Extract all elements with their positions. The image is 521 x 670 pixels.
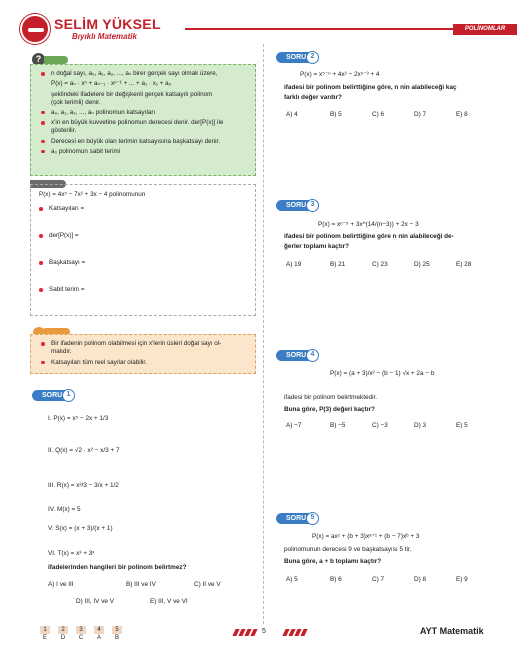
bullet-icon bbox=[41, 72, 45, 76]
bullet-icon bbox=[41, 121, 45, 125]
q2-option-d[interactable]: D) 7 bbox=[414, 111, 427, 118]
exercise-item: Sabit terim = bbox=[39, 286, 247, 294]
exercise-polynomial: P(x) = 4x⁵ − 7x² + 3x − 4 polinomunun bbox=[39, 191, 146, 198]
q2-formula: P(x) = x⁵⁻ⁿ + 4x² − 2xⁿ⁻³ + 4 bbox=[300, 71, 380, 78]
q5-option-e[interactable]: E) 9 bbox=[456, 576, 468, 583]
section-title: POLİNOMLAR bbox=[453, 24, 517, 35]
q3-question: ifadesi bir polinom belirttiğine göre n nin alabileceği de- bbox=[284, 233, 454, 240]
definition-tab bbox=[44, 56, 68, 64]
bullet-icon bbox=[39, 288, 43, 292]
page-header bbox=[0, 0, 521, 56]
bullet-icon bbox=[41, 342, 45, 346]
q5-option-a[interactable]: A) 5 bbox=[286, 576, 298, 583]
bullet-icon bbox=[39, 207, 43, 211]
q4-option-b[interactable]: B) −5 bbox=[330, 422, 346, 429]
note-item: Katsayıları tüm reel sayılar olabilir. bbox=[41, 359, 247, 367]
q2-question: ifadesi bir polinom belirttiğine göre, n nin alabileceği kaç bbox=[284, 84, 457, 91]
q2-option-e[interactable]: E) 8 bbox=[456, 111, 468, 118]
mustache-logo-icon bbox=[20, 14, 50, 44]
bullet-icon bbox=[41, 140, 45, 144]
answer-key-cell: 4 A bbox=[94, 626, 104, 642]
definition-item: P(x) = aₙ · xⁿ + aₙ₋₁ · xⁿ⁻¹ + ... + a₁ · x₁ + a₀ bbox=[51, 80, 172, 88]
header-rule bbox=[185, 28, 453, 30]
note-box bbox=[30, 334, 256, 374]
q1-option-a[interactable]: A) I ve III bbox=[48, 581, 74, 588]
q1-option-d[interactable]: D) III, IV ve V bbox=[76, 598, 114, 605]
definition-item: şeklindeki ifadelere bir değişkenli gerçek katsayılı polinom bbox=[51, 90, 213, 98]
q1-question: ifadelerinden hangileri bir polinom belirtmez? bbox=[48, 564, 187, 571]
brand-subtitle: Bıyıklı Matematik bbox=[72, 32, 137, 41]
answer-key-cell: 1 E bbox=[40, 626, 50, 642]
stripe-decoration-icon bbox=[232, 629, 256, 636]
q2-question: farklı değer vardır? bbox=[284, 94, 342, 101]
q5-option-d[interactable]: D) 8 bbox=[414, 576, 427, 583]
question-5-badge: SORU 5 bbox=[276, 513, 318, 524]
footer-brand: AYT Matematik bbox=[420, 626, 484, 636]
exercise-item: Katsayıları = bbox=[39, 205, 247, 213]
definition-item: a₀ polinomun sabit terimi bbox=[41, 148, 249, 156]
answer-key-cell: 3 C bbox=[76, 626, 86, 642]
q2-option-c[interactable]: C) 6 bbox=[372, 111, 385, 118]
definition-item: x'in en büyük kuvvetine polinomun derecesi denir. der[P(x)] ile bbox=[41, 119, 249, 127]
q2-option-b[interactable]: B) 5 bbox=[330, 111, 342, 118]
stripe-decoration-icon bbox=[282, 629, 306, 636]
q1-item: I. P(x) = x⁵ − 2x + 1/3 bbox=[48, 415, 109, 422]
q1-option-e[interactable]: E) III, V ve VI bbox=[150, 598, 188, 605]
exercise-item: Başkatsayı = bbox=[39, 259, 247, 267]
q3-formula: P(x) = xⁿ⁻⁵ + 3x^(14/(n−3)) + 2x − 3 bbox=[318, 221, 419, 228]
bullet-icon bbox=[39, 234, 43, 238]
question-1-badge: SORU 1 bbox=[32, 390, 74, 401]
q5-option-b[interactable]: B) 6 bbox=[330, 576, 342, 583]
column-divider bbox=[263, 44, 264, 624]
q3-option-a[interactable]: A) 19 bbox=[286, 261, 302, 268]
bullet-icon bbox=[41, 150, 45, 154]
question-mark-icon: ? bbox=[32, 53, 45, 66]
q1-item: IV. M(x) = 5 bbox=[48, 506, 81, 513]
brand-name: SELİM YÜKSEL bbox=[54, 16, 161, 32]
q5-text: polinomunun derecesi 9 ve başkatsayısı 5 tir. bbox=[284, 546, 412, 553]
q5-formula: P(x) = axᶜ + (b + 3)xᵃ⁺¹ + (b − 7)xᵇ + 3 bbox=[312, 533, 420, 540]
q1-option-b[interactable]: B) III ve IV bbox=[126, 581, 156, 588]
q3-option-e[interactable]: E) 28 bbox=[456, 261, 472, 268]
note-item: malıdır. bbox=[51, 347, 72, 355]
q3-option-c[interactable]: C) 23 bbox=[372, 261, 388, 268]
q3-option-d[interactable]: D) 25 bbox=[414, 261, 430, 268]
exercise-box bbox=[30, 184, 256, 316]
definition-box bbox=[30, 64, 256, 176]
question-2-badge: SORU 2 bbox=[276, 52, 318, 63]
note-item: Bir ifadenin polinom olabilmesi için x'lerin üsleri doğal sayı ol- bbox=[41, 340, 247, 348]
definition-item: n doğal sayı, a₀, a₁, a₂, ..., aₙ birer gerçek sayı olmak üzere, bbox=[41, 70, 249, 78]
q4-option-a[interactable]: A) −7 bbox=[286, 422, 302, 429]
answer-key-cell: 2 D bbox=[58, 626, 68, 642]
q4-formula: P(x) = (a + 3)/x² − (b − 1) √x + 2a − b bbox=[330, 370, 435, 377]
q3-option-b[interactable]: B) 21 bbox=[330, 261, 346, 268]
q2-option-a[interactable]: A) 4 bbox=[286, 111, 298, 118]
definition-item: Derecesi en büyük olan terimin katsayısına başkatsayı denir. bbox=[41, 138, 249, 146]
page-number: 5 bbox=[262, 628, 266, 635]
q1-item: II. Q(x) = √2 · x² − x/3 + 7 bbox=[48, 447, 120, 454]
q5-option-c[interactable]: C) 7 bbox=[372, 576, 385, 583]
q4-question: Buna göre, P(3) değeri kaçtır? bbox=[284, 406, 375, 413]
bullet-icon bbox=[41, 111, 45, 115]
question-3-badge: SORU 3 bbox=[276, 200, 318, 211]
bullet-icon bbox=[41, 361, 45, 365]
q4-option-c[interactable]: C) −3 bbox=[372, 422, 388, 429]
definition-item: gösterilir. bbox=[51, 127, 77, 135]
q1-option-c[interactable]: C) II ve V bbox=[194, 581, 221, 588]
exercise-item: der[P(x)] = bbox=[39, 232, 247, 240]
definition-item: a₀, a₁, a₂, ..., aₙ polinomun katsayıları bbox=[41, 109, 249, 117]
bullet-icon bbox=[39, 261, 43, 265]
q1-item: VI. T(x) = x³ + 3ˣ bbox=[48, 550, 95, 557]
q5-question: Buna göre, a + b toplamı kaçtır? bbox=[284, 558, 382, 565]
q1-item: III. R(x) = x³/3 − 3/x + 1/2 bbox=[48, 482, 119, 489]
answer-key-cell: 5 B bbox=[112, 626, 122, 642]
q1-item: V. S(x) = (x + 3)/(x + 1) bbox=[48, 525, 113, 532]
q4-text: ifadesi bir polinom belirtmektedir. bbox=[284, 394, 378, 401]
definition-item: (çok terimli) denir. bbox=[51, 98, 101, 106]
q4-option-e[interactable]: E) 5 bbox=[456, 422, 468, 429]
q3-question: ğerler toplamı kaçtır? bbox=[284, 243, 349, 250]
question-4-badge: SORU 4 bbox=[276, 350, 318, 361]
q4-option-d[interactable]: D) 3 bbox=[414, 422, 427, 429]
